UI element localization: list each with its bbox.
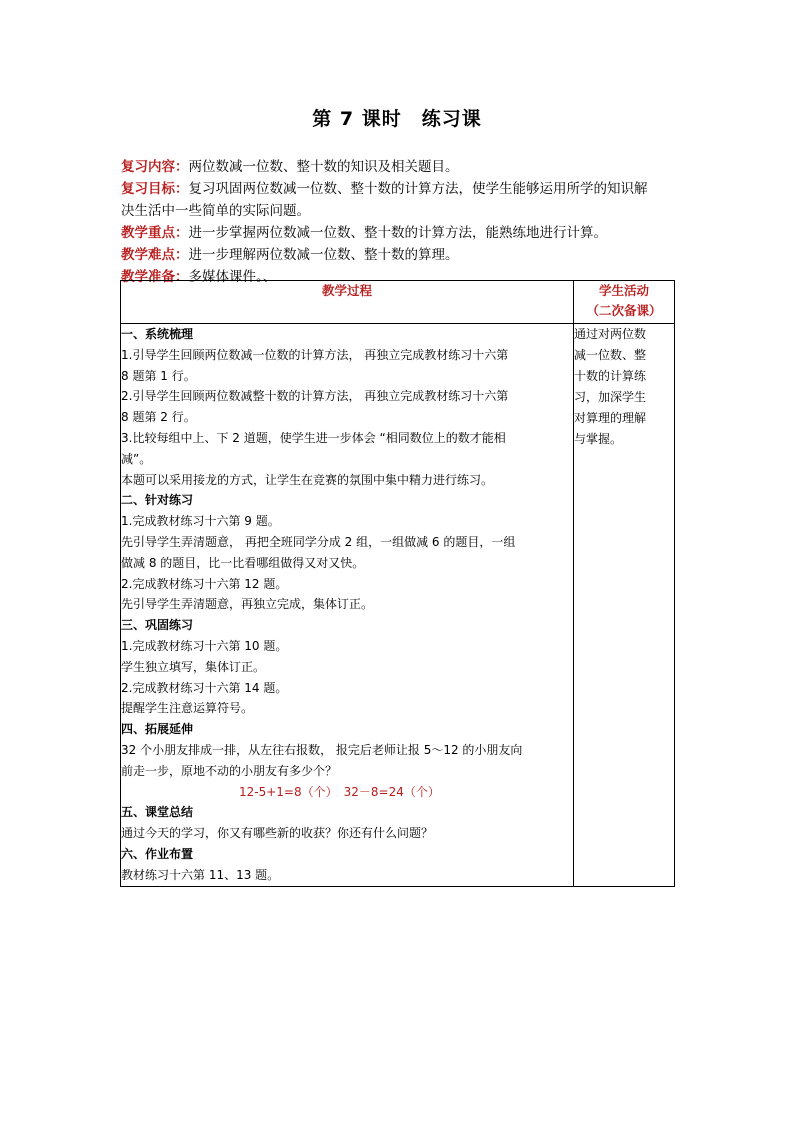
section-heading: 六、作业布置 (121, 846, 194, 861)
process-line: 减”。 (121, 451, 152, 466)
process-line: 1.引导学生回顾两位数减一位数的计算方法， 再独立完成教材练习十六第 (121, 347, 509, 362)
process-line: 先引导学生弄清题意，再独立完成，集体订正。 (121, 597, 374, 612)
process-line: 做减 8 的题目，比一比看哪组做得又对又快。 (121, 555, 365, 570)
activity-line: 通过对两位数 (574, 327, 647, 341)
header-side-line1: 学生活动 (598, 283, 649, 298)
meta-review-content (121, 156, 676, 178)
process-line: 先引导学生弄清题意， 再把全班同学分成 2 组，一组做减 6 的题目，一组 (121, 534, 516, 549)
section-heading: 二、针对练习 (121, 493, 194, 508)
teaching-process-cell (121, 324, 574, 887)
process-line: 2.完成教材练习十六第 14 题。 (121, 680, 288, 695)
meta-text: 两位数减一位数、整十数的知识及相关题目。 (188, 159, 459, 175)
process-line: 通过今天的学习，你又有哪些新的收获？你还有什么问题？ (121, 826, 434, 841)
answer-formula: 12-5+1=8（个） 32－8=24（个） (239, 784, 440, 799)
student-activity-cell (574, 324, 675, 887)
meta-text: 多媒体课件。、 (188, 269, 277, 285)
section-heading: 三、巩固练习 (121, 618, 194, 633)
process-line: 1.完成教材练习十六第 9 题。 (121, 514, 280, 529)
meta-label: 教学准备： (121, 269, 189, 285)
lesson-table (120, 280, 675, 887)
activity-line: 与掌握。 (574, 432, 623, 446)
process-line: 1.完成教材练习十六第 10 题。 (121, 638, 288, 653)
meta-text: 决生活中一些简单的实际问题。 (121, 203, 310, 219)
header-side-line2: （二次备课） (586, 303, 662, 318)
section-heading: 四、拓展延伸 (121, 722, 194, 737)
meta-review-goal (121, 178, 676, 200)
header-student-activity (574, 281, 675, 324)
meta-review-goal-cont (121, 200, 676, 222)
process-line: 提醒学生注意运算符号。 (121, 701, 254, 716)
meta-text: 进一步理解两位数减一位数、整十数的算理。 (188, 247, 459, 263)
table-header-row (121, 281, 675, 324)
section-heading: 一、系统梳理 (121, 327, 194, 341)
table-body-row (121, 324, 675, 887)
lesson-meta (121, 156, 676, 288)
process-line: 本题可以采用接龙的方式，让学生在竞赛的氛围中集中精力进行练习。 (121, 472, 494, 487)
process-line: 32 个小朋友排成一排，从左往右报数， 报完后老师让报 5～12 的小朋友向 (121, 742, 523, 757)
process-line: 3.比较每组中上、下 2 道题，使学生进一步体会 “相同数位上的数才能相 (121, 430, 506, 445)
process-line: 8 题第 2 行。 (121, 410, 196, 425)
meta-key-point (121, 222, 676, 244)
section-heading: 五、课堂总结 (121, 805, 194, 820)
meta-difficulty (121, 244, 676, 266)
activity-line: 对算理的理解 (574, 411, 647, 425)
process-line: 前走一步，原地不动的小朋友有多少个？ (121, 763, 338, 778)
meta-label: 复习内容： (121, 159, 189, 175)
header-teaching-process: 教学过程 (121, 281, 574, 324)
process-line: 学生独立填写，集体订正。 (121, 659, 266, 674)
meta-text: 进一步掌握两位数减一位数、整十数的计算方法，能熟练地进行计算。 (188, 225, 607, 241)
activity-line: 减一位数、整 (574, 348, 647, 362)
activity-line: 十数的计算练 (574, 369, 647, 383)
activity-line: 习，加深学生 (574, 390, 647, 404)
process-line: 8 题第 1 行。 (121, 368, 196, 383)
process-line: 2.完成教材练习十六第 12 题。 (121, 576, 288, 591)
meta-text: 复习巩固两位数减一位数、整十数的计算方法，使学生能够运用所学的知识解 (188, 181, 648, 197)
page-title: 第 7 课时 练习课 (312, 108, 482, 130)
meta-label: 教学重点： (121, 225, 189, 241)
meta-label: 复习目标： (121, 181, 189, 197)
process-line: 2.引导学生回顾两位数减整十数的计算方法， 再独立完成教材练习十六第 (121, 389, 509, 404)
meta-label: 教学难点： (121, 247, 189, 263)
process-line: 教材练习十六第 11、13 题。 (121, 867, 280, 882)
